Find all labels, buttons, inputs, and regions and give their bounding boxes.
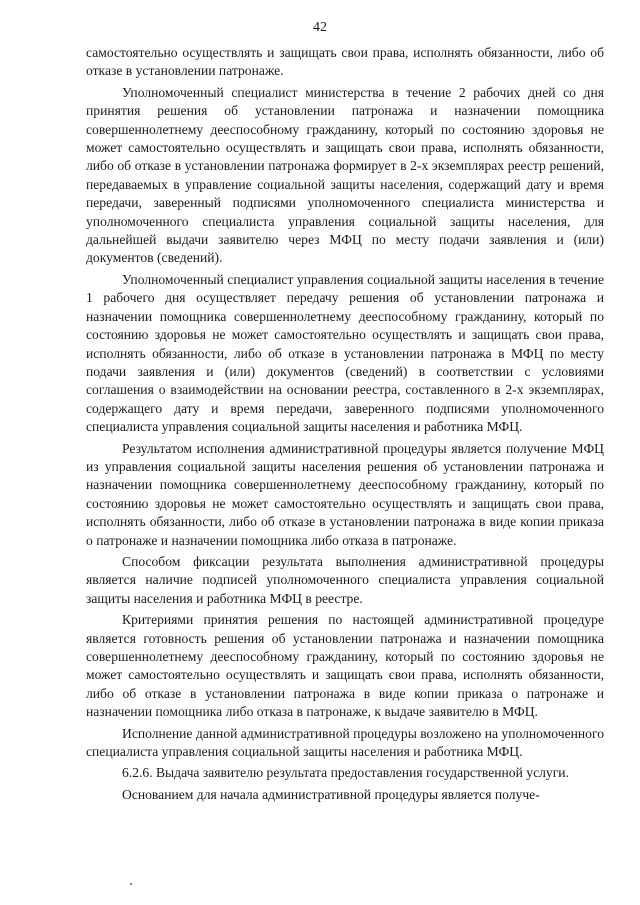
document-body [86,44,604,804]
page-number: 42 [313,20,327,35]
paragraph: Результатом исполнения административной процедуры является получение МФЦ из управления социальной защиты населения решения об установлении патронажа и назначении помощника совершеннолетнему дееспособному гражданину, который по состоянию здоровья не может самостоятельно осуществлять и защищать свои права, исполнять обязанности, либо об отказе в установлении патронажа в виде копии приказа о патронаже и назначении помощника либо отказа в патронаже. [86,440,604,548]
paragraph: Уполномоченный специалист управления социальной защиты населения в течение 1 рабочего дня осуществляет передачу решения об установлении патронажа и назначении помощника совершеннолетнему дееспособному гражданину, который по состоянию здоровья не может самостоятельно осуществлять и защищать свои права, исполнять обязанности, либо об отказе в установлении патронажа в МФЦ по месту подачи заявления и (или) документов (сведений) в соответствии с условиями соглашения о взаимодействии на основании реестра, составленного в 2-х экземплярах, содержащего дату и время передачи, заверенного подписями уполномоченного специалиста управления социальной защиты населения и работника МФЦ. [86,271,604,435]
paragraph: Критериями принятия решения по настоящей административной процедуре является готовность решения об установлении патронажа и назначении помощника совершеннолетнему дееспособному гражданину, который по состоянию здоровья не может самостоятельно осуществлять и защищать свои права, исполнять обязанности, либо об отказе в установлении патронажа в виде копии приказа о патронаже и назначении помощника либо отказа в патронаже, к выдаче заявителю в МФЦ. [86,612,604,720]
scan-speck [130,883,132,885]
section-heading: 6.2.6. Выдача заявителю результата предоставления государственной услуги. [122,765,569,781]
paragraph: Основанием для начала административной процедуры является получе- [122,786,540,802]
paragraph: Способом фиксации результата выполнения административной процедуры является наличие подписей уполномоченного специалиста управления социальной защиты населения и работника МФЦ в реестре. [86,553,604,606]
paragraph: Исполнение данной административной процедуры возложено на уполномоченного специалиста управления социальной защиты населения и работника МФЦ. [86,725,604,760]
paragraph: Уполномоченный специалист министерства в течение 2 рабочих дней со дня принятия решения об установлении патронажа и назначении помощника совершеннолетнему дееспособному гражданину, который по состоянию здоровья не может самостоятельно осуществлять и защищать свои права, исполнять обязанности, либо об отказе в установлении патронажа формирует в 2-х экземплярах реестр решений, передаваемых в управление социальной защиты населения, содержащий дату и время передачи, заверенный подписями уполномоченного специалиста министерства и уполномоченного специалиста управления социальной защиты населения, для дальнейшей выдачи заявителю через МФЦ по месту подачи заявления и (или) документов (сведений). [86,84,604,266]
paragraph-continuation: самостоятельно осуществлять и защищать свои права, исполнять обязанности, либо об отказе в установлении патронаже. [86,45,604,79]
